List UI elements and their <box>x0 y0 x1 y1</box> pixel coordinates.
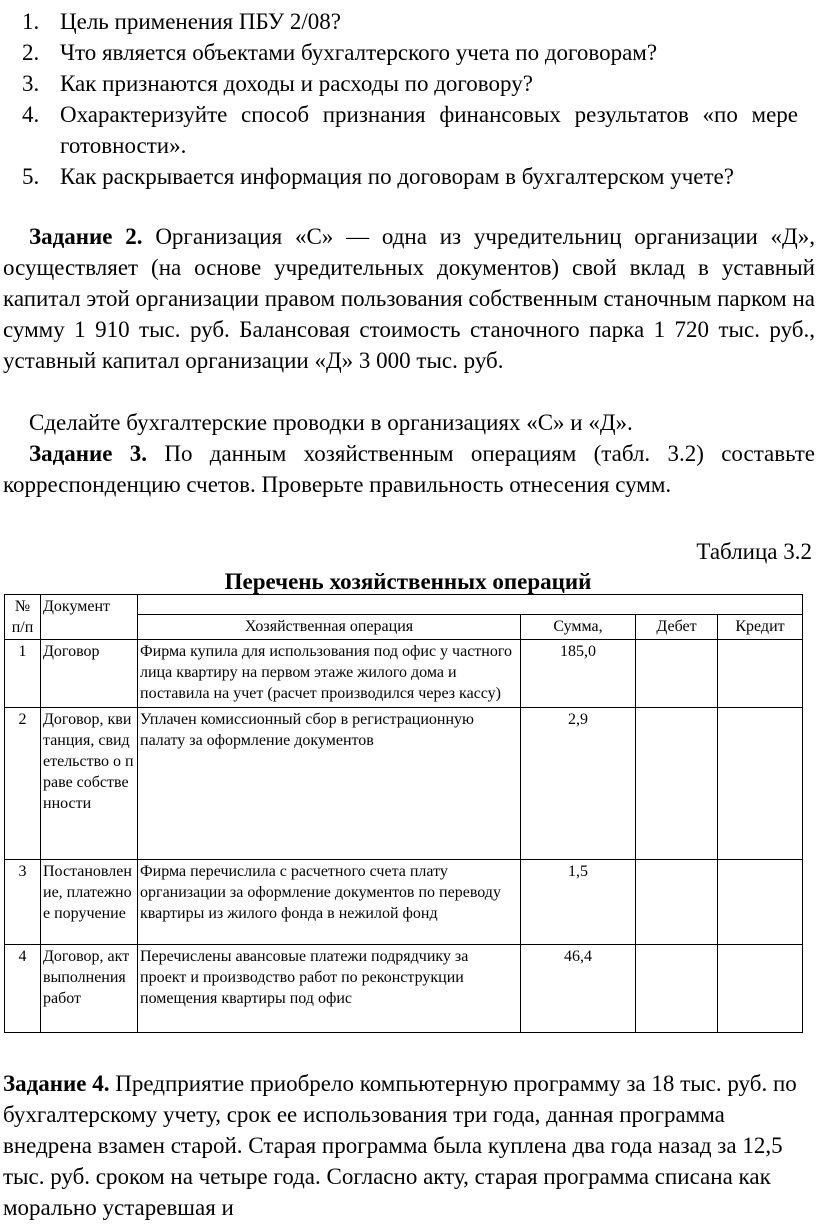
cell-debit <box>636 708 718 860</box>
question-item <box>22 99 816 161</box>
question-number: 3. <box>22 71 40 96</box>
header-num: № п/п <box>5 595 41 640</box>
question-number: 4. <box>22 102 40 127</box>
cell-num: 4 <box>5 945 41 1033</box>
task-3-label: Задание 3. <box>29 441 148 466</box>
table-row <box>5 708 803 860</box>
cell-debit <box>636 945 718 1033</box>
cell-num: 2 <box>5 708 41 860</box>
cell-credit <box>718 708 803 860</box>
questions-list <box>22 6 816 192</box>
cell-num: 3 <box>5 860 41 945</box>
task-2-label: Задание 2. <box>29 224 143 249</box>
question-item <box>22 161 816 192</box>
question-text: Цель применения ПБУ 2/08? <box>60 9 342 34</box>
task-3-text: По данным хозяйственным операциям (табл. 3.2) составьте корреспонденцию счетов. Проверьте правильность отнесения сумм. <box>3 441 815 497</box>
header-debit: Дебет <box>636 615 718 640</box>
header-spacer <box>138 595 803 615</box>
task-4-paragraph <box>3 1068 813 1223</box>
task-2-paragraph <box>3 221 815 376</box>
cell-debit <box>636 640 718 708</box>
table-header-row <box>5 595 803 615</box>
question-text: Как признаются доходы и расходы по договору? <box>60 71 533 96</box>
cell-sum: 46,4 <box>521 945 636 1033</box>
cell-num: 1 <box>5 640 41 708</box>
cell-credit <box>718 640 803 708</box>
question-number: 2. <box>22 40 40 65</box>
cell-operation-text: Фирма купила для использования под офис у частного лица квартиру на первом этаже жилого дома и поставила на учет (расчет производился через кассу) <box>140 643 513 702</box>
cell-sum: 185,0 <box>521 640 636 708</box>
cell-credit <box>718 860 803 945</box>
cell-sum: 2,9 <box>521 708 636 860</box>
task-2-instruction: Сделайте бухгалтерские проводки в организациях «С» и «Д». <box>29 410 633 435</box>
task-2-text: Организация «С» — одна из учредительниц организации «Д», осуществляет (на основе учредительных документов) свой вклад в уставный капитал этой организации правом пользования собственным станочным парком на сумму 1 910 тыс. руб. Балансовая стоимость станочного парка 1 720 тыс. руб., уставный капитал организации «Д» 3 000 тыс. руб. <box>3 224 815 373</box>
header-sum: Сумма, <box>521 615 636 640</box>
table-row <box>5 860 803 945</box>
question-number: 5. <box>22 164 40 189</box>
cell-credit <box>718 945 803 1033</box>
cell-operation: Уплачен комиссионный сбор в регистрационную палату за оформление документов <box>138 708 521 860</box>
table-row <box>5 945 803 1033</box>
header-credit: Кредит <box>718 615 803 640</box>
cell-document: Постановление, платежное поручение <box>41 860 138 945</box>
cell-sum: 1,5 <box>521 860 636 945</box>
operations-table <box>4 594 803 1033</box>
cell-document: Договор, акт выполнения работ <box>41 945 138 1033</box>
task-3-paragraph <box>3 438 815 500</box>
question-text: Что является объектами бухгалтерского учета по договорам? <box>60 40 658 65</box>
question-item <box>22 68 816 99</box>
question-item <box>22 37 816 68</box>
cell-document: Договор <box>41 640 138 708</box>
task-4-text: Предприятие приобрело компьютерную программу за 18 тыс. руб. по бухгалтерскому учету, срок ее использования три года, данная программа внедрена взамен старой. Старая программа была куплена два года назад за 12,5 тыс. руб. сроком на четыре года. Согласно акту, старая программа списана как морально устаревшая и <box>3 1071 797 1220</box>
question-text: Охарактеризуйте способ признания финансовых результатов «по мере готовности». <box>60 102 798 158</box>
table-caption: Таблица 3.2 <box>696 539 812 564</box>
cell-operation: Фирма перечислила с расчетного счета плату организации за оформление документов по переводу квартиры из жилого фонда в нежилой фонд <box>138 860 521 945</box>
cell-debit <box>636 860 718 945</box>
question-number: 1. <box>22 9 40 34</box>
question-text: Как раскрывается информация по договорам в бухгалтерском учете? <box>60 164 734 189</box>
cell-operation: Перечислены авансовые платежи подрядчику за проект и производство работ по реконструкции помещения квартиры под офис <box>138 945 521 1033</box>
table-row <box>5 640 803 708</box>
cell-document: Договор, квитанция, свидетельство о праве собственности <box>41 708 138 860</box>
header-operation: Хозяйственная операция <box>138 615 521 640</box>
header-document: Документ <box>41 595 138 640</box>
question-item <box>22 6 816 37</box>
cell-operation <box>138 640 521 708</box>
task-4-label: Задание 4. <box>3 1071 110 1096</box>
table-title: Перечень хозяйственных операций <box>224 569 592 594</box>
